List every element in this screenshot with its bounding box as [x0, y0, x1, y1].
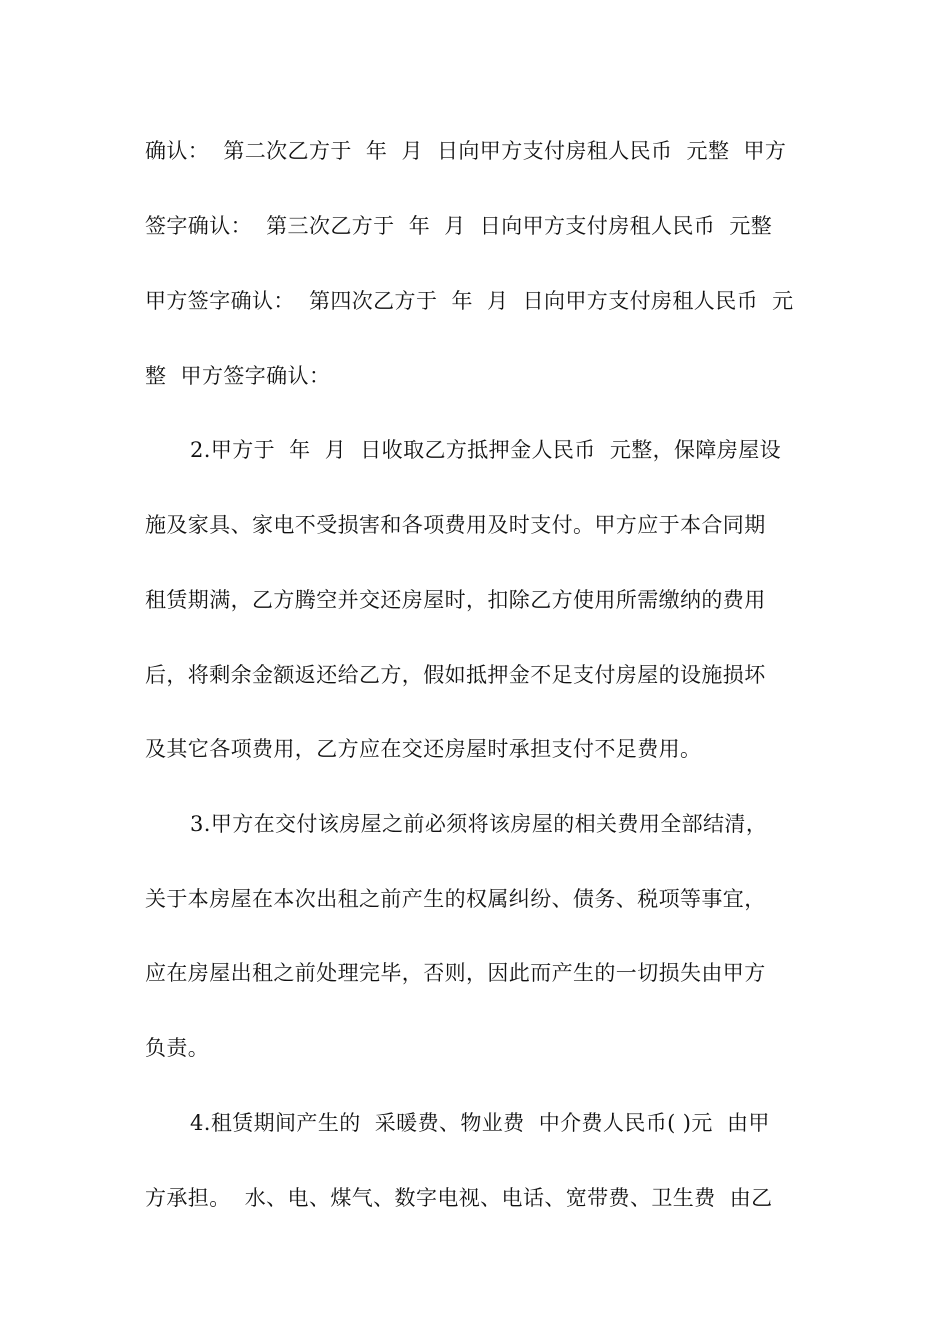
text-line: 及其它各项费用，乙方应在交还房屋时承担支付不足费用。	[145, 737, 702, 761]
text-line: 签字确认： 第三次乙方于 年 月 日向甲方支付房租人民币 元整	[145, 214, 773, 238]
text-line: 租赁期满，乙方腾空并交还房屋时，扣除乙方使用所需缴纳的费用	[145, 588, 766, 612]
text-line: 整 甲方签字确认：	[145, 364, 331, 388]
text-line: 甲方签字确认： 第四次乙方于 年 月 日向甲方支付房租人民币 元	[145, 289, 794, 313]
text-line: 确认： 第二次乙方于 年 月 日向甲方支付房租人民币 元整 甲方	[145, 139, 787, 163]
text-line: 后，将剩余金额返还给乙方，假如抵押金不足支付房屋的设施损坏	[145, 663, 766, 687]
text-line: 方承担。 水、电、煤气、数字电视、电话、宽带费、卫生费 由乙	[145, 1186, 773, 1210]
paragraph-3-start: 3.甲方在交付该房屋之前必须将该房屋的相关费用全部结清，	[190, 812, 768, 836]
paragraph-2-start: 2.甲方于 年 月 日收取乙方抵押金人民币 元整，保障房屋设	[190, 438, 782, 462]
text-line: 施及家具、家电不受损害和各项费用及时支付。甲方应于本合同期	[145, 513, 766, 537]
text-line: 负责。	[145, 1036, 210, 1060]
text-line: 应在房屋出租之前处理完毕，否则，因此而产生的一切损失由甲方	[145, 961, 766, 985]
paragraph-4-start: 4.租赁期间产生的 采暖费、物业费 中介费人民币( )元 由甲	[190, 1111, 770, 1135]
text-line: 关于本房屋在本次出租之前产生的权属纠纷、债务、税项等事宜，	[145, 887, 766, 911]
